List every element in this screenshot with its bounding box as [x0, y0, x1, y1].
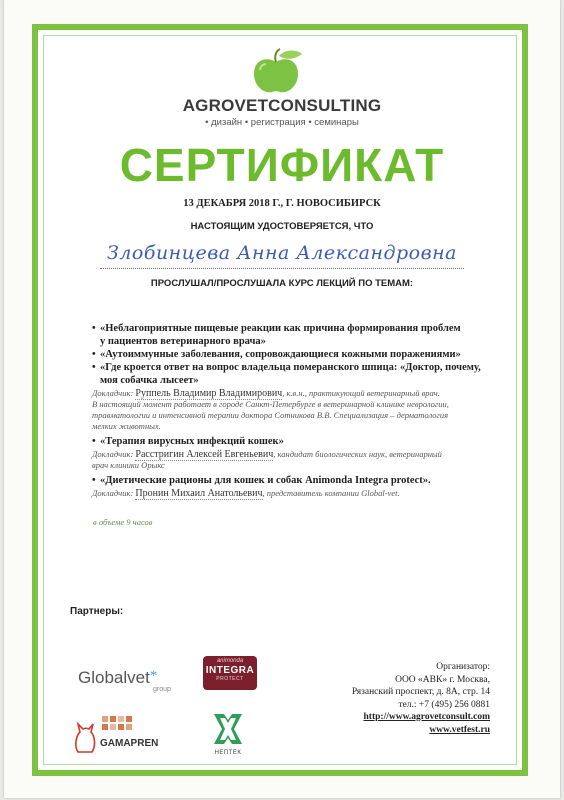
bullet: •	[92, 436, 96, 447]
bullet: •	[92, 362, 96, 373]
lecture-item: • «Диетические рационы для кошек и собак Animonda Integra protect». Докладчик: Пронин Михаил Анатольевич, представитель компании Global-vet.	[92, 474, 482, 499]
lecture-item: • «Аутоиммунные заболевания, сопровождающиеся кожными поражениями»	[92, 349, 461, 360]
lecture-item: • «Где кроется ответ на вопрос владельца померанского шпица: «Доктор, почему, моя собачка лысеет» Докладчик: Руппель Владимир Владимирович, к.в.н., практикующий ветеринарный врач. В настоящий момент работает в городе Санкт-Петербурге в ветеринарной клинике неврологии, травматологии и интенсивной терапии доктора Сотникова В.В. Специализация – дерматология мелких животных.	[92, 362, 481, 431]
cross-icon	[208, 710, 248, 748]
recipient-name: Злобинцева Анна Александровна	[106, 242, 458, 264]
name-underline	[100, 268, 464, 269]
integra-logo: animonda INTEGRA PROTECT	[203, 656, 257, 690]
event-date: 13 ДЕКАБРЯ 2018 Г., Г. НОВОСИБИРСК	[183, 198, 381, 209]
speaker-info: Докладчик: Расстригин Алексей Евгеньевич, кандидат биологических наук, ветеринарный врач клиники Орыкс	[92, 449, 442, 470]
organizer-website-link[interactable]: http://www.agrovetconsult.com	[363, 712, 490, 722]
bullet: •	[92, 475, 96, 486]
cat-icon	[72, 718, 98, 754]
lecture-item: • «Терапия вирусных инфекций кошек» Докладчик: Расстригин Алексей Евгеньевич, кандидат биологических наук, ветеринарный врач клиники Орыкс	[92, 435, 482, 471]
bullet: •	[92, 323, 96, 334]
certify-statement: НАСТОЯЩИМ УДОСТОВЕРЯЕТСЯ, ЧТО	[190, 221, 374, 232]
certificate-title: СЕРТИФИКАТ	[119, 139, 445, 191]
course-volume: в объеме 9 часов	[93, 517, 153, 527]
grid-squares-icon	[102, 716, 136, 736]
star-icon: *	[149, 668, 158, 684]
speaker-name: Пронин Михаил Анатольевич	[135, 488, 263, 499]
speaker-info: Докладчик: Пронин Михаил Анатольевич, представитель компании Global-vet.	[92, 488, 400, 499]
brand-tagline: • дизайн • регистрация • семинары	[205, 117, 359, 128]
neptek-logo: НЕПТЕК	[208, 710, 248, 760]
vetfest-website-link[interactable]: www.vetfest.ru	[429, 724, 490, 735]
organizer-block: Организатор: ООО «АВК» г. Москва, Рязанский проспект, д. 8А, стр. 14 тел.: +7 (495) 256 0881 http://www.agrovetconsult.com www.vetfest.ru	[320, 661, 490, 736]
apple-logo-icon	[246, 48, 306, 94]
organizer-phone: тел.: +7 (495) 256 0881	[398, 699, 490, 710]
globalvet-logo: Globalvet* group	[78, 668, 171, 693]
lecture-list	[92, 322, 482, 502]
bullet: •	[92, 349, 96, 360]
lecture-item: • «Неблагоприятные пищевые реакции как причина формирования проблем у пациентов ветеринарного врача»	[92, 323, 461, 347]
gamapren-logo: GAMAPREN	[72, 716, 172, 756]
attended-statement: ПРОСЛУШАЛ/ПРОСЛУШАЛА КУРС ЛЕКЦИЙ ПО ТЕМАМ:	[150, 278, 414, 289]
partners-label: Партнеры:	[70, 606, 124, 617]
speaker-name: Руппель Владимир Владимирович	[135, 388, 283, 399]
speaker-info: Докладчик: Руппель Владимир Владимирович, к.в.н., практикующий ветеринарный врач. В настоящий момент работает в городе Санкт-Петербурге в ветеринарной клинике неврологии, травматологии и интенсивной терапии доктора Сотникова В.В. Специализация – дерматология мелких животных.	[92, 388, 449, 431]
speaker-name: Расстригин Алексей Евгеньевич	[135, 449, 274, 460]
brand-name: AGROVETCONSULTING	[182, 96, 382, 115]
